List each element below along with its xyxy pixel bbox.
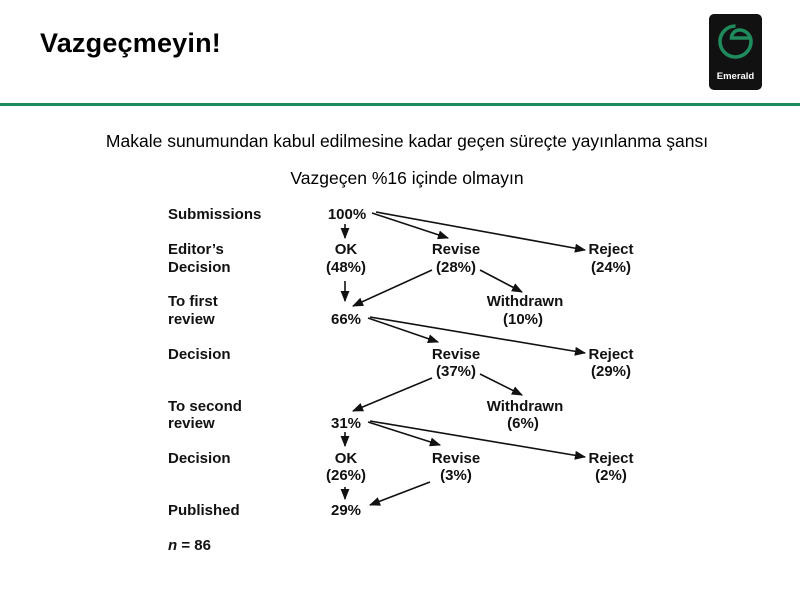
row-label-editors: Editor’s	[168, 241, 224, 258]
row-label-submissions: Submissions	[168, 206, 262, 223]
node-second-review: 31%	[330, 415, 362, 432]
node-decision1-reject: Reject	[588, 346, 634, 363]
arrow-revise-to-withdrawn	[480, 270, 522, 292]
node-decision2-ok: OK	[334, 450, 358, 467]
node-decision1-revise-pct: (37%)	[435, 363, 477, 380]
slide-title: Vazgeçmeyin!	[40, 28, 221, 58]
arrow-submissions-to-revise	[372, 213, 448, 238]
node-withdrawn-2: Withdrawn	[486, 398, 564, 415]
sample-size-value: = 86	[177, 537, 211, 554]
node-decision2-revise-pct: (3%)	[440, 467, 472, 484]
node-decision1-reject-pct: (29%)	[590, 363, 632, 380]
arrow-first-review-to-revise	[368, 318, 438, 342]
logo-text: Emerald	[716, 71, 755, 82]
row-label-published: Published	[168, 502, 240, 519]
node-editor-reject-pct: (24%)	[590, 259, 632, 276]
node-submissions: 100%	[327, 206, 367, 223]
node-decision2-reject: Reject	[588, 450, 634, 467]
arrow-revise-to-published	[370, 482, 430, 505]
arrow-second-review-to-revise	[368, 422, 440, 445]
node-withdrawn-1: Withdrawn	[486, 293, 564, 310]
row-label-decision: Decision	[168, 259, 231, 276]
node-first-review: 66%	[330, 311, 362, 328]
node-editor-ok-pct: (48%)	[325, 259, 367, 276]
arrow-submissions-to-reject	[376, 212, 585, 250]
node-decision2-reject-pct: (2%)	[595, 467, 627, 484]
row-label-review-2: review	[168, 415, 215, 432]
node-decision2-ok-pct: (26%)	[325, 467, 367, 484]
node-editor-revise-pct: (28%)	[435, 259, 477, 276]
row-label-to-second: To second	[168, 398, 242, 415]
subtitle-line-2: Vazgeçen %16 içinde olmayın	[290, 168, 524, 188]
node-editor-ok: OK	[334, 241, 358, 258]
node-published: 29%	[330, 502, 362, 519]
sample-size-n: n	[168, 537, 178, 554]
row-label-to-first: To first	[168, 293, 218, 310]
row-label-review: review	[168, 311, 215, 328]
node-withdrawn-1-pct: (10%)	[502, 311, 544, 328]
row-label-decision-2: Decision	[168, 450, 231, 467]
arrow-revise-to-withdrawn-2	[480, 374, 522, 395]
node-decision1-revise: Revise	[431, 346, 481, 363]
node-decision2-revise: Revise	[431, 450, 481, 467]
row-label-decision-1: Decision	[168, 346, 231, 363]
node-withdrawn-2-pct: (6%)	[507, 415, 539, 432]
arrow-revise-to-second-review	[353, 378, 432, 411]
node-editor-revise: Revise	[431, 241, 481, 258]
subtitle-line-1: Makale sunumundan kabul edilmesine kadar geçen süreçte yayınlanma şansı	[105, 131, 709, 151]
sample-size	[168, 537, 211, 554]
node-editor-reject: Reject	[588, 241, 634, 258]
